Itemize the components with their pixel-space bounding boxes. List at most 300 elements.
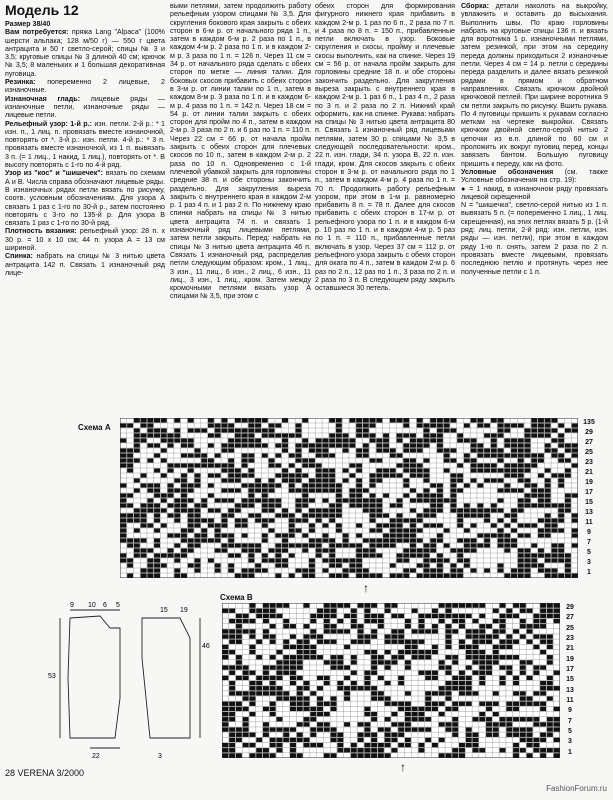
grid-cell xyxy=(181,483,187,487)
grid-cell xyxy=(242,458,248,462)
grid-cell xyxy=(439,722,445,726)
grid-cell xyxy=(450,418,456,422)
grid-cell xyxy=(304,717,310,721)
grid-cell xyxy=(243,733,249,737)
grid-cell xyxy=(349,463,355,467)
grid-cell xyxy=(551,448,557,452)
grid-cell xyxy=(450,473,456,477)
grid-cell xyxy=(322,498,328,502)
grid-cell xyxy=(405,722,411,726)
row-number: 17 xyxy=(585,489,593,496)
grid-cell xyxy=(262,483,268,487)
grid-cell xyxy=(477,418,483,422)
grid-cell xyxy=(358,603,364,607)
grid-cell xyxy=(262,508,268,512)
row-number: 21 xyxy=(585,469,593,476)
grid-cell xyxy=(276,660,282,664)
grid-cell xyxy=(391,722,397,726)
grid-cell xyxy=(473,645,479,649)
grid-cell xyxy=(498,418,504,422)
grid-cell xyxy=(262,493,268,497)
grid-cell xyxy=(127,423,133,427)
grid-cell xyxy=(423,433,429,437)
grid-cell xyxy=(376,498,382,502)
grid-cell xyxy=(378,614,384,618)
grid-cell xyxy=(430,483,436,487)
grid-cell xyxy=(181,438,187,442)
grid-cell xyxy=(168,438,174,442)
grid-cell xyxy=(525,553,531,557)
grid-cell xyxy=(255,438,261,442)
grid-cell xyxy=(545,513,551,517)
grid-cell xyxy=(547,676,553,680)
grid-cell xyxy=(270,686,276,690)
grid-cell xyxy=(221,423,227,427)
grid-cell xyxy=(215,538,221,542)
grid-cell xyxy=(525,498,531,502)
grid-cell xyxy=(491,418,497,422)
grid-cell xyxy=(228,553,234,557)
grid-cell xyxy=(324,753,330,757)
grid-cell xyxy=(263,722,269,726)
grid-cell xyxy=(430,498,436,502)
grid-cell xyxy=(304,624,310,628)
grid-cell xyxy=(518,458,524,462)
grid-cell xyxy=(263,691,269,695)
grid-cell xyxy=(309,498,315,502)
grid-cell xyxy=(452,603,458,607)
grid-cell xyxy=(270,676,276,680)
grid-cell xyxy=(229,634,235,638)
grid-cell xyxy=(331,702,337,706)
grid-cell xyxy=(275,463,281,467)
grid-cell xyxy=(290,681,296,685)
grid-cell xyxy=(473,738,479,742)
grid-cell xyxy=(349,503,355,507)
grid-cell xyxy=(270,655,276,659)
grid-cell xyxy=(322,473,328,477)
grid-cell xyxy=(324,727,330,731)
grid-cell xyxy=(498,488,504,492)
col1-paragraph xyxy=(5,252,165,277)
grid-cell xyxy=(194,518,200,522)
grid-cell xyxy=(538,428,544,432)
grid-cell xyxy=(370,458,376,462)
grid-cell xyxy=(385,696,391,700)
grid-cell xyxy=(270,712,276,716)
grid-cell xyxy=(471,438,477,442)
row-number: 21 xyxy=(566,645,574,653)
grid-cell xyxy=(572,428,578,432)
grid-cell xyxy=(410,533,416,537)
grid-cell xyxy=(222,650,228,654)
grid-cell xyxy=(417,473,423,477)
grid-cell xyxy=(486,671,492,675)
grid-cell xyxy=(430,503,436,507)
grid-cell xyxy=(242,418,248,422)
grid-cell xyxy=(397,533,403,537)
grid-cell xyxy=(430,568,436,572)
grid-cell xyxy=(364,722,370,726)
grid-cell xyxy=(262,518,268,522)
grid-cell xyxy=(376,528,382,532)
grid-cell xyxy=(276,676,282,680)
row-number: 7 xyxy=(568,717,572,725)
grid-cell xyxy=(248,423,254,427)
grid-cell xyxy=(304,743,310,747)
grid-cell xyxy=(554,686,560,690)
grid-cell xyxy=(471,458,477,462)
grid-cell xyxy=(540,702,546,706)
grid-cell xyxy=(486,640,492,644)
grid-cell xyxy=(504,463,510,467)
grid-cell xyxy=(500,640,506,644)
grid-cell xyxy=(459,686,465,690)
row-number: 1 xyxy=(568,748,572,756)
grid-cell xyxy=(410,548,416,552)
grid-cell xyxy=(403,478,409,482)
grid-cell xyxy=(545,498,551,502)
grid-cell xyxy=(370,573,376,577)
grid-cell xyxy=(194,513,200,517)
grid-cell xyxy=(466,645,472,649)
grid-cell xyxy=(309,543,315,547)
grid-cell xyxy=(572,543,578,547)
grid-cell xyxy=(243,676,249,680)
grid-cell xyxy=(188,483,194,487)
grid-cell xyxy=(120,538,126,542)
grid-cell xyxy=(289,523,295,527)
grid-cell xyxy=(370,493,376,497)
grid-cell xyxy=(269,488,275,492)
grid-cell xyxy=(262,428,268,432)
grid-cell xyxy=(493,645,499,649)
grid-cell xyxy=(290,743,296,747)
col1-paragraph xyxy=(5,169,165,227)
grid-cell xyxy=(283,696,289,700)
grid-cell xyxy=(262,418,268,422)
grid-cell xyxy=(194,538,200,542)
grid-cell xyxy=(397,503,403,507)
grid-cell xyxy=(450,573,456,577)
grid-cell xyxy=(513,707,519,711)
grid-cell xyxy=(558,518,564,522)
grid-cell xyxy=(351,614,357,618)
grid-cell xyxy=(221,443,227,447)
grid-cell xyxy=(479,676,485,680)
grid-cell xyxy=(356,498,362,502)
grid-cell xyxy=(302,488,308,492)
grid-cell xyxy=(547,733,553,737)
grid-cell xyxy=(249,603,255,607)
grid-cell xyxy=(473,717,479,721)
grid-cell xyxy=(337,738,343,742)
grid-cell xyxy=(329,483,335,487)
grid-cell xyxy=(466,686,472,690)
grid-cell xyxy=(540,681,546,685)
grid-cell xyxy=(500,676,506,680)
grid-cell xyxy=(506,727,512,731)
grid-cell xyxy=(484,508,490,512)
grid-cell xyxy=(439,753,445,757)
grid-cell xyxy=(248,418,254,422)
grid-cell xyxy=(486,722,492,726)
grid-cell xyxy=(201,533,207,537)
grid-cell xyxy=(477,423,483,427)
grid-cell xyxy=(229,671,235,675)
grid-cell xyxy=(229,702,235,706)
grid-cell xyxy=(343,478,349,482)
grid-cell xyxy=(282,418,288,422)
grid-cell xyxy=(255,513,261,517)
grid-cell xyxy=(194,563,200,567)
grid-cell xyxy=(405,743,411,747)
grid-cell xyxy=(249,645,255,649)
grid-cell xyxy=(391,603,397,607)
grid-cell xyxy=(486,665,492,669)
schema-a-chart xyxy=(120,418,578,578)
grid-cell xyxy=(275,423,281,427)
grid-cell xyxy=(479,603,485,607)
grid-cell xyxy=(504,488,510,492)
grid-cell xyxy=(276,686,282,690)
grid-cell xyxy=(309,483,315,487)
grid-cell xyxy=(403,553,409,557)
grid-cell xyxy=(491,523,497,527)
grid-cell xyxy=(486,655,492,659)
grid-cell xyxy=(565,508,571,512)
grid-cell xyxy=(322,558,328,562)
grid-cell xyxy=(527,629,533,633)
grid-cell xyxy=(344,603,350,607)
grid-cell xyxy=(391,702,397,706)
grid-cell xyxy=(452,660,458,664)
grid-cell xyxy=(336,443,342,447)
grid-cell xyxy=(168,513,174,517)
grid-cell xyxy=(376,538,382,542)
grid-cell xyxy=(452,619,458,623)
grid-cell xyxy=(363,548,369,552)
grid-cell xyxy=(398,681,404,685)
grid-cell xyxy=(188,513,194,517)
grid-cell xyxy=(457,518,463,522)
grid-cell xyxy=(331,624,337,628)
grid-cell xyxy=(418,671,424,675)
grid-cell xyxy=(256,640,262,644)
grid-cell xyxy=(324,624,330,628)
grid-cell xyxy=(473,671,479,675)
grid-cell xyxy=(188,523,194,527)
grid-cell xyxy=(471,523,477,527)
grid-cell xyxy=(450,503,456,507)
grid-cell xyxy=(322,548,328,552)
grid-cell xyxy=(243,722,249,726)
grid-cell xyxy=(269,498,275,502)
paragraph-heading: Резинка: xyxy=(5,78,36,87)
grid-cell xyxy=(547,634,553,638)
grid-cell xyxy=(275,433,281,437)
grid-cell xyxy=(262,523,268,527)
grid-cell xyxy=(445,727,451,731)
grid-cell xyxy=(484,538,490,542)
grid-cell xyxy=(356,548,362,552)
grid-cell xyxy=(405,717,411,721)
grid-cell xyxy=(263,619,269,623)
grid-cell xyxy=(243,717,249,721)
grid-cell xyxy=(540,686,546,690)
grid-cell xyxy=(371,650,377,654)
grid-cell xyxy=(551,523,557,527)
grid-cell xyxy=(525,493,531,497)
grid-cell xyxy=(322,453,328,457)
grid-cell xyxy=(484,448,490,452)
grid-cell xyxy=(236,619,242,623)
grid-cell xyxy=(168,488,174,492)
grid-cell xyxy=(215,473,221,477)
grid-cell xyxy=(302,418,308,422)
grid-cell xyxy=(194,543,200,547)
grid-cell xyxy=(236,640,242,644)
grid-cell xyxy=(364,743,370,747)
grid-cell xyxy=(525,463,531,467)
grid-cell xyxy=(358,640,364,644)
grid-cell xyxy=(545,433,551,437)
grid-cell xyxy=(228,448,234,452)
grid-cell xyxy=(256,681,262,685)
grid-cell xyxy=(248,488,254,492)
grid-cell xyxy=(309,443,315,447)
grid-cell xyxy=(417,528,423,532)
grid-cell xyxy=(228,443,234,447)
grid-cell xyxy=(437,418,443,422)
grid-cell xyxy=(531,458,537,462)
grid-cell xyxy=(255,483,261,487)
grid-cell xyxy=(336,418,342,422)
grid-cell xyxy=(437,538,443,542)
grid-cell xyxy=(370,548,376,552)
grid-cell xyxy=(432,743,438,747)
grid-cell xyxy=(263,686,269,690)
grid-cell xyxy=(316,548,322,552)
grid-cell xyxy=(484,433,490,437)
grid-cell xyxy=(364,614,370,618)
grid-cell xyxy=(513,681,519,685)
grid-cell xyxy=(194,503,200,507)
grid-cell xyxy=(565,573,571,577)
grid-cell xyxy=(283,733,289,737)
grid-cell xyxy=(376,503,382,507)
grid-cell xyxy=(565,443,571,447)
grid-cell xyxy=(188,418,194,422)
grid-cell xyxy=(491,448,497,452)
grid-cell xyxy=(479,681,485,685)
grid-cell xyxy=(403,433,409,437)
grid-cell xyxy=(545,503,551,507)
grid-cell xyxy=(324,603,330,607)
grid-cell xyxy=(551,473,557,477)
grid-cell xyxy=(473,691,479,695)
grid-cell xyxy=(398,634,404,638)
grid-cell xyxy=(351,743,357,747)
grid-cell xyxy=(336,503,342,507)
grid-cell xyxy=(558,423,564,427)
grid-cell xyxy=(533,702,539,706)
grid-cell xyxy=(188,518,194,522)
grid-cell xyxy=(322,538,328,542)
grid-cell xyxy=(236,702,242,706)
grid-cell xyxy=(445,634,451,638)
grid-cell xyxy=(498,518,504,522)
grid-cell xyxy=(194,428,200,432)
grid-cell xyxy=(290,655,296,659)
grid-cell xyxy=(228,508,234,512)
grid-cell xyxy=(397,553,403,557)
grid-cell xyxy=(168,533,174,537)
grid-cell xyxy=(356,483,362,487)
grid-cell xyxy=(390,503,396,507)
grid-cell xyxy=(565,493,571,497)
grid-cell xyxy=(296,468,302,472)
grid-cell xyxy=(336,483,342,487)
grid-cell xyxy=(484,468,490,472)
grid-cell xyxy=(545,423,551,427)
grid-cell xyxy=(376,513,382,517)
grid-cell xyxy=(181,493,187,497)
grid-cell xyxy=(432,650,438,654)
grid-cell xyxy=(174,418,180,422)
grid-cell xyxy=(540,753,546,757)
grid-cell xyxy=(290,676,296,680)
grid-cell xyxy=(249,681,255,685)
grid-cell xyxy=(473,733,479,737)
grid-cell xyxy=(479,634,485,638)
grid-cell xyxy=(270,702,276,706)
row-number: 13 xyxy=(585,509,593,516)
grid-cell xyxy=(242,523,248,527)
grid-cell xyxy=(450,508,456,512)
grid-cell xyxy=(229,665,235,669)
grid-cell xyxy=(518,503,524,507)
grid-cell xyxy=(439,686,445,690)
grid-cell xyxy=(439,660,445,664)
row-number: 3 xyxy=(587,559,591,566)
grid-cell xyxy=(457,433,463,437)
grid-cell xyxy=(430,538,436,542)
grid-cell xyxy=(249,629,255,633)
grid-cell xyxy=(310,614,316,618)
grid-cell xyxy=(154,528,160,532)
grid-cell xyxy=(336,498,342,502)
grid-cell xyxy=(547,748,553,752)
grid-cell xyxy=(243,707,249,711)
grid-cell xyxy=(398,629,404,633)
grid-cell xyxy=(533,748,539,752)
grid-cell xyxy=(565,498,571,502)
grid-cell xyxy=(445,655,451,659)
grid-cell xyxy=(533,722,539,726)
grid-cell xyxy=(297,753,303,757)
grid-cell xyxy=(533,691,539,695)
grid-cell xyxy=(423,428,429,432)
grid-cell xyxy=(525,483,531,487)
grid-cell xyxy=(248,443,254,447)
grid-cell xyxy=(417,498,423,502)
grid-cell xyxy=(504,428,510,432)
grid-cell xyxy=(243,691,249,695)
grid-cell xyxy=(181,528,187,532)
grid-cell xyxy=(518,558,524,562)
grid-cell xyxy=(444,453,450,457)
